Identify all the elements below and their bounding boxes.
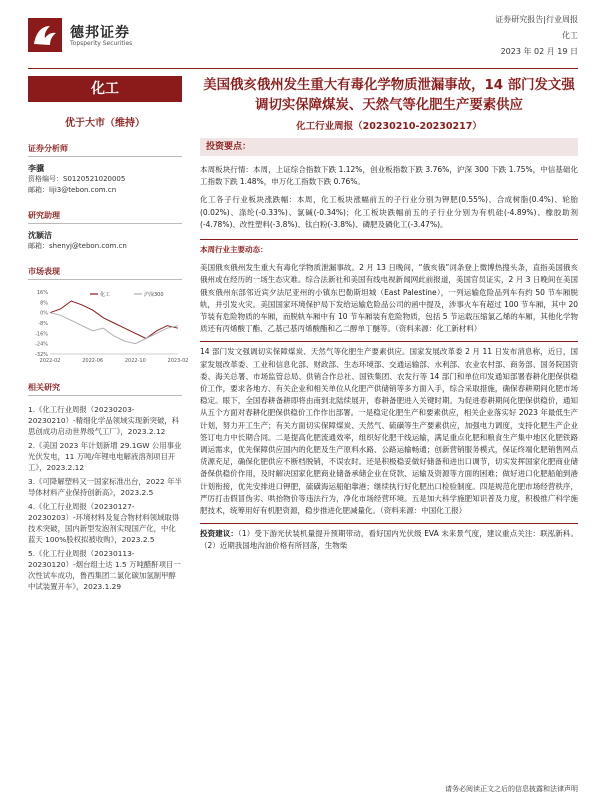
related-report-item[interactable]: 2.《美国 2023 年计划新增 29.1GW 公用事业光伏发电，11 万吨/年锂电电解液溶剂项目开工》，2023.2.12 [28, 441, 182, 472]
report-title: 美国俄亥俄州发生重大有毒化学物质泄漏事故，14 部门发文强调切实保障煤炭、天然气等化肥生产要素供应 [203, 78, 575, 113]
x-tick-label: 2022-10 [124, 358, 146, 364]
x-tick-label: 2023-02 [167, 358, 189, 364]
related-report-item[interactable]: 5.《化工行业周报（20230113-20230120）-烟台组士达 1.5 万吨醋酐项目一次性试车成功，鲁西集团二氯化碳加氢制甲醇中试装置开车》，2023.1.29 [28, 549, 181, 591]
y-tick-label: -24% [35, 341, 48, 348]
x-tick-label: 2022-02 [39, 358, 61, 364]
company-logo-icon [28, 18, 62, 52]
news-item-1: 美国俄亥俄州发生重大有毒化学物质泄漏事故。2 月 13 日晚间，“俄亥俄”词条登上微博热搜头条，直指美国俄亥俄州或在经历的一场生态灾难。综合法新社和美国有线电视新闻网此前报道，美国官员证实，2 月 3 日晚间在美国俄亥俄州东部邻近宾夕法尼亚州的小镇东巴勒斯坦城（East Palestine），一列运输危险品列车有约 50 节车厢脱轨，并引发火灾。美国国家环境保护局下发给运输危险品公司的函中提及，涉事火车有超过 100 节车厢，其中 20 节装有危险物质的车厢，而脱轨车厢中有 10 节车厢装有危险物质，包括 5 节运载压缩氯乙烯的车厢，其他化学物质还有丙烯酸丁酯、乙基己基丙烯酸酯和乙二醇单丁醚等。（资料来源：化工新材料） [200, 263, 578, 334]
dynamics-section [200, 239, 578, 256]
key-points-heading: 投资要点： [200, 138, 578, 156]
report-header [0, 0, 600, 70]
y-tick-label: 8% [40, 300, 48, 307]
assistant-name: 沈颖洁 [28, 231, 52, 240]
header-divider [28, 68, 578, 69]
y-tick-label: -16% [35, 331, 48, 338]
main-content [200, 76, 578, 780]
assistant-section-title: 研究助理 [28, 210, 182, 224]
news-item-2: 14 部门发文强调切实保障煤炭、天然气等化肥生产要素供应。国家发展改革委 2 月 11 日发布消息称，近日，国家发展改革委、工业和信息化部、财政部、生态环境部、交通运输部、水利部、农业农村部、商务部、国务院国资委、海关总署、市场监管总局、供销合作总社、国铁集团、农发行等 14 部门和单位印发通知部署春耕化肥保供稳价工作，要求各地方、有关企业和相关单位从化肥产供储销等多方面入手，综合采取措施，确保春耕期间化肥市场稳定。眼下，全国春耕备耕即将由南到北陆续展开，春耕备肥进入关键时期。为促进春耕期间化肥保供稳价，通知从五个方面对春耕化肥保供稳价工作作出部署。一是稳定化肥生产和要素供应，相关企业落实好 2023 年最低生产计划，努力开工生产；有关方面切实保障煤炭、天然气、硫磺等生产要素供应，加强电力调度，支持化肥生产企业签订电力中长期合同。二是提高化肥流通效率，组织好化肥干线运输，满足重点化肥和粮食生产集中地区化肥铁路调运需求，优先保障供应国内的化肥及生产原料水路、公路运输畅通；创新营销服务模式，保证终端化肥销售网点货源充足，确保化肥供应不断档脱销，不误农时。还是积极稳妥做好储备和进出口调节，切实发挥国家化肥商业储备保供稳价作用，及时解决国家化肥商业储备承储企业在贷款、运输及资源等方面的困难；做好进口化肥船舶到港计划衔接，优先安排进口钾肥，硫磺海运船舶靠港；继续执行好化肥出口检验制度。四是规范化肥市场经营秩序，严厉打击假冒伪劣、哄抬物价等违法行为，净化市场经营环境。五是加大科学施肥知识普及力度，积极推广科学施肥技术，统筹用好有机肥资源，稳步推进化肥减量化。（资料来源：中国化工报） [200, 347, 578, 516]
series-line-沪深300 [50, 313, 178, 344]
report-industry: 化工 [562, 31, 578, 40]
analyst-license: 资格编号：S0120521020005 [28, 175, 126, 183]
market-summary: 本周板块行情：本周，上证综合指数下跌 1.12%，创业板指数下跌 3.76%，沪深 300 下跌 1.75%，中信基础化工指数下跌 1.48%，申万化工指数下跌 0.76%。 [200, 165, 578, 187]
rating: 优于大市（维持） [65, 118, 145, 129]
related-report-item[interactable]: 1.《化工行业周报（20230203-20230210）-精细化学品领域实现新突破，科思创成功启动世界级气工厂》，2023.2.12 [28, 405, 180, 436]
related-section-title: 相关研究 [28, 382, 182, 396]
legend-label: 沪深300 [144, 292, 164, 298]
market-chart-svg [28, 286, 189, 368]
analyst-email[interactable]: 邮箱：liji3@tebon.com.cn [28, 186, 117, 194]
advice-text: （1）受下游光伏装机量提升预期带动，看好国内光伏级 EVA 未来景气度，建议重点关注：联泓新科。（2）近期我国地沟油价格有所回落，生物柴 [200, 529, 578, 551]
company-name: 德邦证券 [70, 25, 130, 41]
x-tick-label: 2022-06 [82, 358, 104, 364]
company-name-en: Topsperity Securities [70, 40, 133, 47]
industry-label: 化工 [28, 76, 182, 102]
y-tick-label: -32% [35, 352, 48, 358]
investment-advice [200, 528, 578, 552]
report-date: 2023 年 02 月 19 日 [500, 47, 578, 56]
report-subtitle: 化工行业周报（20230210-20230217） [296, 121, 482, 132]
disclaimer-footer: 请务必阅读正文之后的信息披露和法律声明 [445, 785, 578, 793]
related-report-item[interactable]: 3.《可降解塑料又一国家标准出台，2022 年半导体材料产业保持创新高》，2023.2.5 [28, 477, 182, 497]
dynamics-heading: 本周行业主要动态： [200, 245, 268, 255]
y-tick-label: -8% [38, 321, 48, 327]
market-section-title: 市场表现 [28, 266, 182, 280]
report-type: 证券研究报告|行业周报 [495, 15, 578, 24]
legend-label: 化工 [100, 292, 111, 298]
y-tick-label: 16% [36, 290, 48, 296]
market-chart [28, 286, 189, 368]
assistant-email[interactable]: 邮箱：shenyj@tebon.com.cn [28, 242, 127, 250]
sidebar [28, 76, 189, 780]
report-meta [495, 12, 578, 60]
related-reports [28, 404, 182, 592]
analyst-name: 李骥 [28, 164, 44, 173]
related-report-item[interactable]: 4.《化工行业周报（20230127-20230203）-环境材料及复合物材料领域取得技术突破，国内新型发泡剂实现国产化，中化蓝天 100%股权拟被收购》，2023.2.5 [28, 502, 180, 544]
y-tick-label: 0% [40, 310, 48, 317]
advice-label: 投资建议： [200, 529, 239, 539]
analyst-section-title: 证券分析师 [28, 143, 182, 157]
subsector-summary: 化工各子行业板块涨跌幅：本周，化工板块涨幅前五的子行业分别为钾肥(0.55%)、合成树脂(0.4%)、轮胎(0.02%)、涤纶(-0.33%)、氯碱(-0.34%)；化工板块跌幅前五的子行业分别为有机硅(-4.89%)、橡胶助剂(-4.78%)、改性塑料(-3.8%)、钛白粉(-3.8%)、磷肥及磷化工(-3.47%)。 [200, 195, 578, 229]
